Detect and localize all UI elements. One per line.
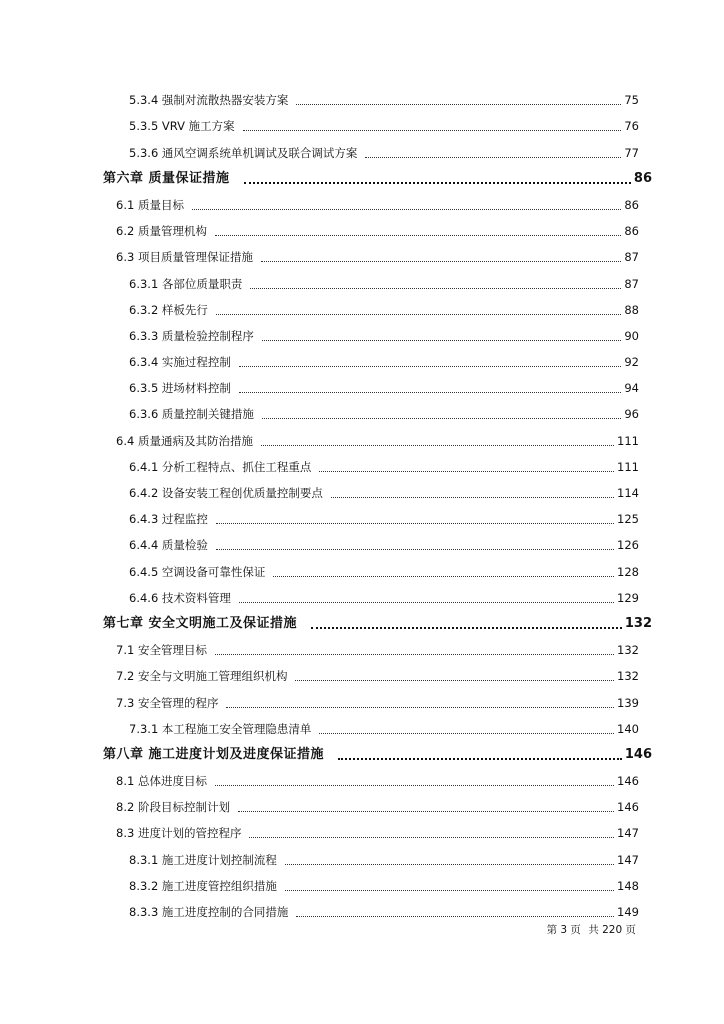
toc-entry-page: 146 (617, 800, 639, 815)
toc-entry-label: 第六章 质量保证措施 (103, 170, 230, 186)
toc-entry[interactable] (0, 820, 724, 846)
toc-entry[interactable] (0, 113, 724, 139)
toc-chapter-entry[interactable] (0, 166, 724, 192)
toc-entry-label: 8.2 阶段目标控制计划 (116, 800, 230, 815)
toc-entry-label: 6.1 质量目标 (116, 197, 184, 212)
toc-entry-label: 6.3.6 质量控制关键措施 (129, 407, 254, 422)
toc-entry-label: 6.4.3 过程监控 (129, 512, 208, 527)
toc-entry-label: 8.3.1 施工进度计划控制流程 (129, 852, 277, 867)
toc-leader-dots (296, 100, 621, 105)
toc-entry-label: 6.3.3 质量检验控制程序 (129, 328, 254, 343)
toc-entry-page: 147 (617, 852, 639, 867)
toc-entry-label: 7.3.1 本工程施工安全管理隐患清单 (129, 721, 312, 736)
toc-entry-label: 5.3.4 强制对流散热器安装方案 (129, 93, 289, 108)
toc-entry-label: 第七章 安全文明施工及保证措施 (103, 615, 298, 631)
toc-entry-page: 132 (617, 643, 639, 658)
toc-leader-dots (249, 833, 614, 838)
toc-chapter-entry[interactable] (0, 611, 724, 637)
toc-entry-page: 87 (624, 276, 639, 291)
toc-entry-page: 111 (617, 459, 639, 474)
toc-entry-label: 6.3.2 样板先行 (129, 302, 208, 317)
toc-leader-dots (216, 310, 621, 315)
toc-entry-page: 129 (617, 590, 639, 605)
toc-entry[interactable] (0, 270, 724, 296)
toc-entry[interactable] (0, 558, 724, 584)
toc-entry-page: 87 (624, 250, 639, 265)
toc-entry-label: 8.3.3 施工进度控制的合同措施 (129, 905, 289, 919)
toc-entry[interactable] (0, 427, 724, 453)
toc-entry-page: 111 (617, 433, 639, 448)
toc-leader-dots (319, 729, 614, 734)
toc-entry-label: 7.3 安全管理的程序 (116, 695, 219, 710)
toc-entry-label: 8.3.2 施工进度管控组织措施 (129, 878, 277, 893)
toc-entry-label: 8.3 进度计划的管控程序 (116, 826, 242, 841)
toc-leader-dots (295, 676, 614, 681)
toc-entry-page: 88 (624, 302, 639, 317)
toc-entry[interactable] (0, 139, 724, 165)
toc-entry-page: 139 (617, 695, 639, 710)
toc-leader-dots (239, 388, 621, 393)
toc-leader-dots (239, 598, 614, 603)
toc-leader-dots (365, 153, 621, 158)
toc-entry[interactable] (0, 689, 724, 715)
toc-entry[interactable] (0, 480, 724, 506)
toc-entry-page: 90 (624, 328, 639, 343)
toc-entry[interactable] (0, 375, 724, 401)
toc-entry-page: 146 (617, 774, 639, 789)
table-of-contents (0, 87, 724, 925)
toc-leader-dots (296, 912, 614, 917)
toc-entry-label: 7.2 安全与文明施工管理组织机构 (116, 669, 288, 684)
toc-entry-label: 6.3 项目质量管理保证措施 (116, 250, 253, 265)
toc-entry-label: 5.3.6 通风空调系统单机调试及联合调试方案 (129, 145, 358, 160)
toc-entry-page: 92 (624, 355, 639, 370)
toc-entry[interactable] (0, 506, 724, 532)
toc-leader-dots (216, 545, 614, 550)
toc-entry-page: 76 (624, 119, 639, 134)
toc-leader-dots (244, 178, 631, 184)
page-number: 第 3 页 (546, 924, 581, 936)
toc-leader-dots (273, 572, 614, 577)
toc-entry[interactable] (0, 218, 724, 244)
toc-entry-page: 86 (624, 197, 639, 212)
toc-entry[interactable] (0, 716, 724, 742)
toc-entry-label: 5.3.5 VRV 施工方案 (129, 119, 235, 134)
toc-entry-label: 6.3.5 进场材料控制 (129, 381, 231, 396)
toc-leader-dots (262, 414, 621, 419)
toc-leader-dots (285, 886, 614, 891)
toc-entry-label: 6.4.1 分析工程特点、抓住工程重点 (129, 459, 312, 474)
toc-leader-dots (238, 807, 614, 812)
toc-entry-page: 140 (617, 721, 639, 736)
toc-leader-dots (215, 650, 614, 655)
toc-entry[interactable] (0, 532, 724, 558)
toc-entry[interactable] (0, 663, 724, 689)
toc-entry-label: 6.4.4 质量检验 (129, 538, 208, 553)
toc-leader-dots (216, 519, 614, 524)
toc-entry[interactable] (0, 794, 724, 820)
toc-leader-dots (226, 703, 614, 708)
toc-leader-dots (285, 860, 614, 865)
toc-leader-dots (243, 126, 622, 131)
toc-leader-dots (261, 257, 621, 262)
toc-entry-page: 128 (617, 564, 639, 579)
toc-leader-dots (250, 284, 621, 289)
toc-chapter-entry[interactable] (0, 742, 724, 768)
toc-entry-page: 146 (624, 746, 652, 762)
toc-entry[interactable] (0, 244, 724, 270)
toc-entry-page: 94 (624, 381, 639, 396)
toc-entry-page: 126 (617, 538, 639, 553)
toc-entry-label: 6.3.4 实施过程控制 (129, 355, 231, 370)
toc-entry[interactable] (0, 585, 724, 611)
toc-entry-page: 86 (624, 224, 639, 239)
page-total: 共 220 页 (588, 924, 636, 936)
toc-entry-label: 6.3.1 各部位质量职责 (129, 276, 243, 291)
toc-entry-label: 6.2 质量管理机构 (116, 224, 207, 239)
toc-entry-page: 96 (624, 407, 639, 422)
toc-entry[interactable] (0, 873, 724, 899)
toc-entry[interactable] (0, 768, 724, 794)
toc-entry[interactable] (0, 192, 724, 218)
toc-entry[interactable] (0, 401, 724, 427)
toc-entry-page: 148 (617, 878, 639, 893)
toc-entry-label: 6.4.2 设备安装工程创优质量控制要点 (129, 486, 323, 500)
toc-entry-page: 132 (617, 669, 639, 684)
toc-entry-label: 6.4.6 技术资料管理 (129, 590, 231, 605)
toc-entry[interactable] (0, 846, 724, 872)
toc-entry[interactable] (0, 454, 724, 480)
toc-entry[interactable] (0, 297, 724, 323)
toc-leader-dots (331, 493, 614, 498)
toc-leader-dots (311, 623, 622, 629)
toc-entry-page: 132 (624, 615, 652, 631)
toc-entry-page: 147 (617, 826, 639, 841)
toc-entry-label: 7.1 安全管理目标 (116, 643, 207, 658)
toc-leader-dots (319, 467, 614, 472)
toc-entry-page: 86 (633, 170, 652, 186)
toc-entry-label: 6.4.5 空调设备可靠性保证 (129, 564, 266, 579)
toc-leader-dots (239, 362, 621, 367)
toc-entry-label: 8.1 总体进度目标 (116, 774, 207, 789)
toc-entry-label: 第八章 施工进度计划及进度保证措施 (103, 746, 325, 762)
toc-entry-page: 149 (617, 905, 639, 919)
page-footer (543, 922, 636, 937)
toc-leader-dots (192, 205, 621, 210)
toc-entry-page: 125 (617, 512, 639, 527)
toc-leader-dots (338, 754, 622, 760)
toc-entry[interactable] (0, 87, 724, 113)
toc-entry-page: 75 (624, 93, 639, 108)
toc-entry-page: 114 (617, 486, 639, 500)
toc-leader-dots (215, 231, 621, 236)
toc-entry[interactable] (0, 637, 724, 663)
toc-entry-page: 77 (624, 145, 639, 160)
toc-leader-dots (261, 441, 614, 446)
toc-entry-label: 6.4 质量通病及其防治措施 (116, 433, 253, 448)
toc-entry[interactable] (0, 349, 724, 375)
toc-leader-dots (215, 781, 614, 786)
toc-entry[interactable] (0, 323, 724, 349)
toc-leader-dots (262, 336, 621, 341)
